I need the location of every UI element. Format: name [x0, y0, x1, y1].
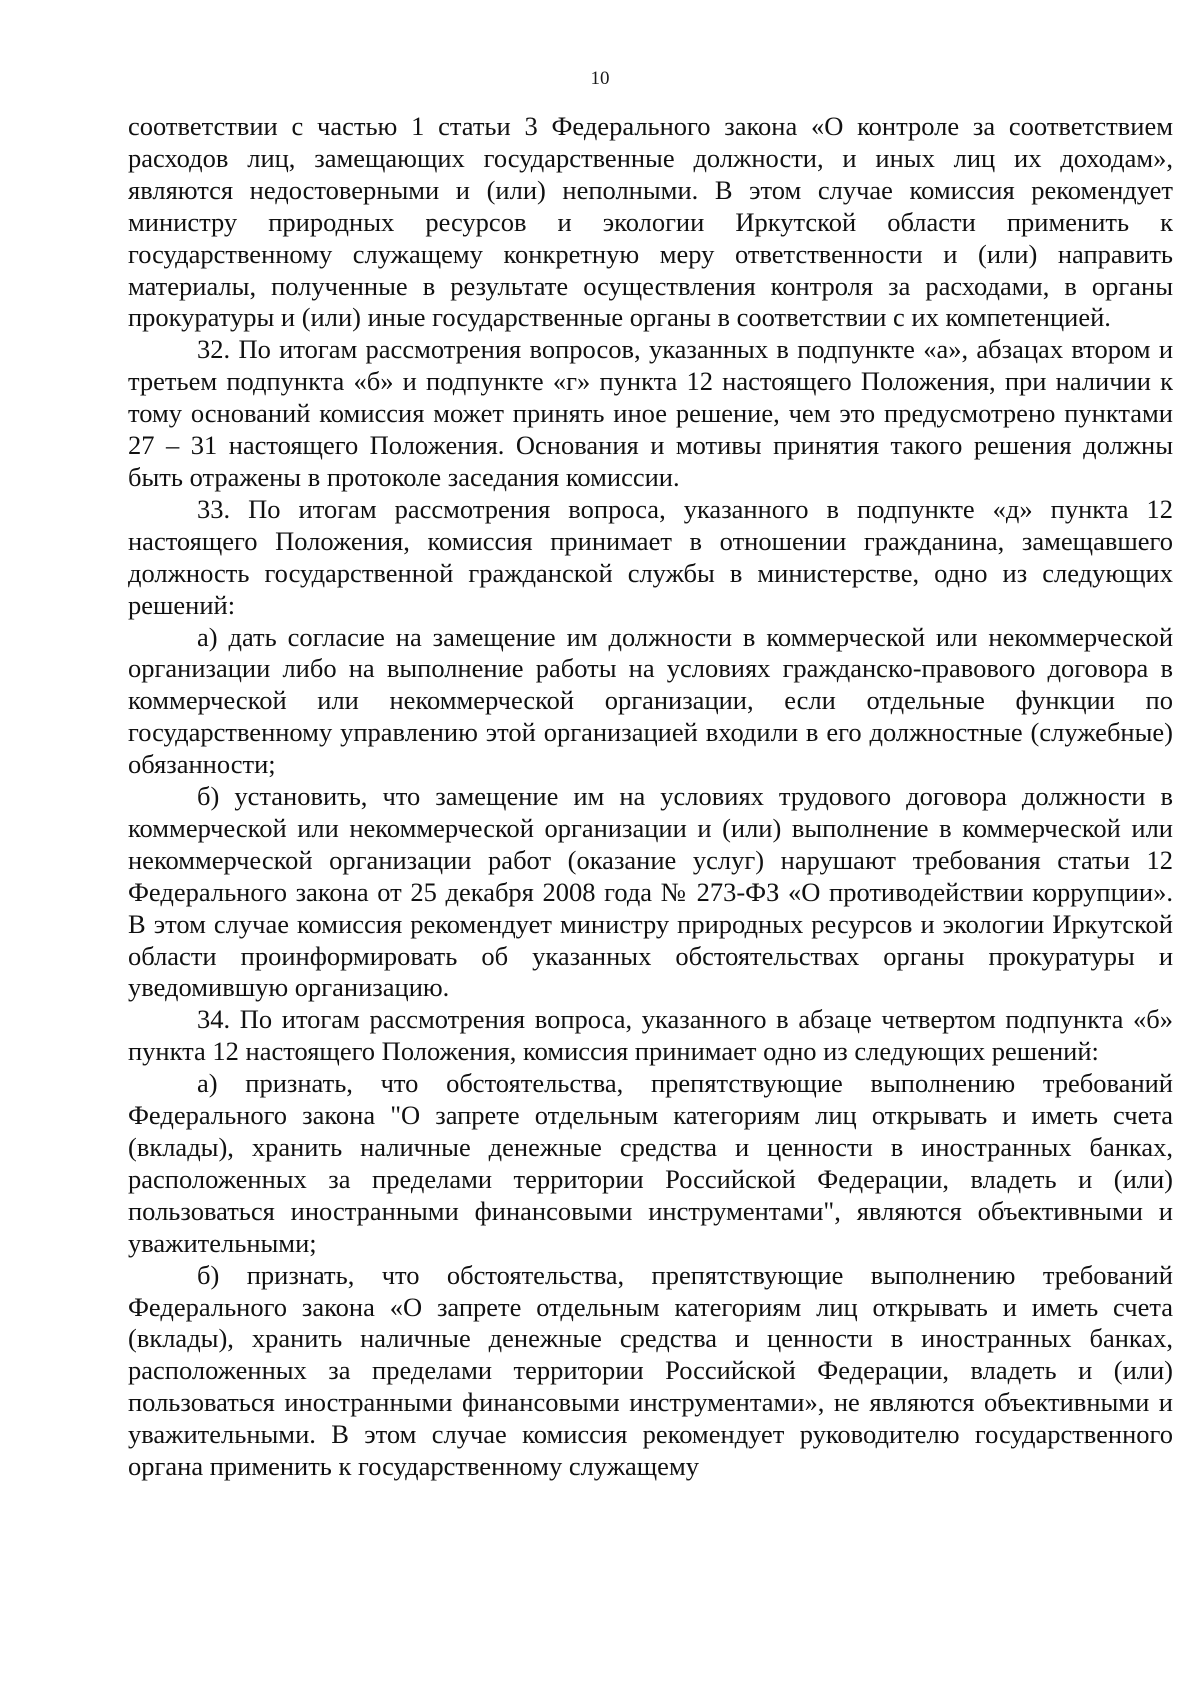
paragraph-item-32: 32. По итогам рассмотрения вопросов, указанных в подпункте «а», абзацах втором и третьем подпункта «б» и подпункте «г» пункта 12 настоящего Положения, при наличии к тому оснований комиссия может принять иное решение, чем это предусмотрено пунктами 27 – 31 настоящего Положения. Основания и мотивы принятия такого решения должны быть отражены в протоколе заседания комиссии. — [128, 334, 1173, 492]
document-body — [128, 111, 1173, 1483]
paragraph-item-33-a: а) дать согласие на замещение им должности в коммерческой или некоммерческой организации либо на выполнение работы на условиях гражданско-правового договора в коммерческой или некоммерческой организации, если отдельные функции по государственному управлению этой организацией входили в его должностные (служебные) обязанности; — [128, 621, 1173, 780]
paragraph-item-34: 34. По итогам рассмотрения вопроса, указанного в абзаце четвертом подпункта «б» пункта 12 настоящего Положения, комиссия принимает одно из следующих решений: — [128, 1004, 1173, 1067]
paragraph-item-34-b: б) признать, что обстоятельства, препятствующие выполнению требований Федерального закона «О запрете отдельным категориям лиц открывать и иметь счета (вклады), хранить наличные денежные средства и ценности в иностранных банках, расположенных за пределами территории Российской Федерации, владеть и (или) пользоваться иностранными финансовыми инструментами», не являются объективными и уважительными. В этом случае комиссия рекомендует руководителю государственного органа применить к государственному служащему — [128, 1259, 1173, 1482]
paragraph-item-33-b: б) установить, что замещение им на условиях трудового договора должности в коммерческой или некоммерческой организации и (или) выполнение в коммерческой или некоммерческой организации работ (оказание услуг) нарушают требования статьи 12 Федерального закона от 25 декабря 2008 года № 273-ФЗ «О противодействии коррупции». В этом случае комиссия рекомендует министру природных ресурсов и экологии Иркутской области проинформировать об указанных обстоятельствах органы прокуратуры и уведомившую организацию. — [128, 781, 1173, 1003]
paragraph-item-33: 33. По итогам рассмотрения вопроса, указанного в подпункте «д» пункта 12 настоящего Положения, комиссия принимает в отношении гражданина, замещавшего должность государственной гражданской службы в министерстве, одно из следующих решений: — [128, 493, 1173, 620]
page-number: 10 — [590, 68, 610, 89]
paragraph-continuation: соответствии с частью 1 статьи 3 Федерального закона «О контроле за соответствием расходов лиц, замещающих государственные должности, и иных лиц их доходам», являются недостоверными и (или) неполными. В этом случае комиссия рекомендует министру природных ресурсов и экологии Иркутской области применить к государственному служащему конкретную меру ответственности и (или) направить материалы, полученные в результате осуществления контроля за расходами, в органы прокуратуры и (или) иные государственные органы в соответствии с их компетенцией. — [128, 111, 1173, 333]
paragraph-item-34-a: а) признать, что обстоятельства, препятствующие выполнению требований Федерального закона "О запрете отдельным категориям лиц открывать и иметь счета (вклады), хранить наличные денежные средства и ценности в иностранных банках, расположенных за пределами территории Российской Федерации, владеть и (или) пользоваться иностранными финансовыми инструментами", являются объективными и уважительными; — [128, 1068, 1173, 1258]
